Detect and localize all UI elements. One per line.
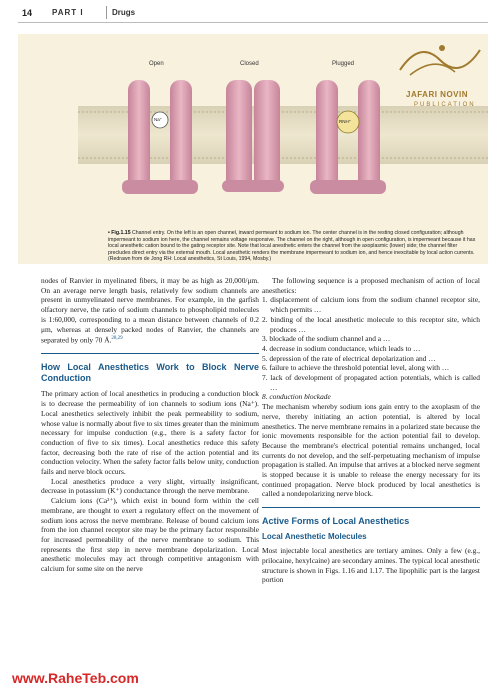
section-rule [262,507,480,508]
paragraph: Calcium ions (Ca²⁺), which exist in bound form within the cell membrane, are thought to exert a regulatory effect on the movement of sodium ions across the nerve membrane. Release of bound calcium ions from the ion channel receptor site may be the primary factor responsible for increased permeability of the nerve membrane to sodium. This represents the first step in nerve membrane depolarization. Local anesthetic molecules may act through competitive antagonism with calcium for some site on the nerve [41,496,259,574]
publisher-logo [380,30,500,120]
logo-tag: PUBLICATION [414,102,476,108]
label-rnh-ion: RNH⁺ [339,119,352,124]
list-item: 4. decrease in sodium conductance, which leads to … [262,343,421,353]
list-item: 1. displacement of calcium ions from the sodium channel receptor site, which permits … [262,295,480,315]
caption-text: Channel entry. On the left is an open channel, inward permeant to sodium ion. The center channel is in the resting closed configuration; although impermeant to sodium ion here, the channel remains voltage responsive. The channel on the right, although in open configuration, is impermeant because it has local anesthetic cation bound to the gating receptor site. Note that local anesthetic enters the channel from the axoplasmic (lower) side; the channel filter precludes direct entry via the external mouth. Local anesthetic renders the membrane impermeant to sodium ion, and hence inexcitable by local action currents. (Redrawn from de Jong RH: Local anesthetics, St Louis, 1994, Mosby.) [108,230,476,263]
ornament-icon [380,30,500,90]
logo-name: JAFARI NOVIN [406,90,469,99]
section-heading: Active Forms of Local Anesthetics [262,516,410,527]
paragraph: nodes of Ranvier in myelinated fibers, it may be as high as 20,000/μm. On an average nerve length basis, relatively few sodium channels are present in unmyelinated nerve membranes. For example, in the garfish olfactory nerve, the ratio of sodium channels to phospholipid molecules is 1:60,000, corresponding to a mean distance between channels of 0.2 μm, whereas at densely packed nodes of Ranvier, the channels are separated by only 70 Å.$^{28,29}$ [41,276,259,345]
paragraph: The mechanism whereby sodium ions gain entry to the axoplasm of the nerve, thereby initiating an action potential, is altered by local anesthetics. The nerve membrane remains in a polarized state because the ionic movements responsible for the action potential fail to develop. Because the membrane's electrical potential remains unchanged, local currents do not develop, and the self-perpetuating mechanism of impulse propagation is stalled. An impulse that arrives at a blocked nerve segment is stopped because it is unable to release the energy necessary for its continued propagation. Nerve block produced by local anesthetics is called a nondepolarizing nerve block. [262,402,480,499]
label-plugged: Plugged [332,61,355,67]
figure-caption [108,230,478,263]
header-rule [18,22,488,23]
section-heading: How Local Anesthetics Work to Block Nerve Conduction [41,362,259,384]
label-closed: Closed [240,61,259,67]
section-label: Drugs [112,8,136,17]
caption-id: • Fig.1.15 [108,230,131,236]
paragraph: The following sequence is a proposed mechanism of action of local anesthetics: [262,276,480,295]
part-label: PART I [52,8,84,17]
site-watermark: www.RaheTeb.com [12,670,139,686]
page-number: 14 [22,8,33,18]
label-sodium-ion: Na⁺ [154,117,163,122]
subsection-heading: Local Anesthetic Molecules [262,532,367,542]
list-item: 2. binding of the local anesthetic molecule to this receptor site, which produces … [262,314,480,334]
label-open: Open [149,61,164,67]
paragraph: The primary action of local anesthetics in producing a conduction block is to decrease the permeability of ion channels to sodium ions (Na⁺). Local anesthetics selectively inhibit the peak permeability to sodium, whose value is normally about five to six times greater than the minimum necessary for impulse conduction (e.g., there is a safety factor for conduction of five to six times). Local anesthetics reduce this safety factor, decreasing both the rate of rise of the action potential and its conduction velocity. When the safety factor falls below unity, conduction fails and nerve block occurs. [41,389,259,477]
header-divider [106,6,107,19]
left-column [41,276,259,574]
mechanism-list [262,295,480,402]
page-header [0,0,500,28]
paragraph: Local anesthetics produce a very slight, virtually insignificant, decrease in potassium (K⁺) conductance through the nerve membrane. [41,476,259,496]
paragraph: Most injectable local anesthetics are tertiary amines. Only a few (e.g., prilocaine, hexylcaine) are secondary amines. The typical local anesthetic structure is shown in Figs. 1.16 and 1.17. The lipophilic part is the largest portion [262,546,480,585]
list-item: 5. depression of the rate of electrical depolarization and … [262,353,436,363]
list-item: 7. lack of development of propagated action potentials, which is called … [262,373,480,392]
list-item: 8. conduction blockade [262,392,331,402]
list-item: 3. blockade of the sodium channel and a … [262,334,391,344]
section-rule [41,353,259,354]
right-column [262,276,480,585]
list-item: 6. failure to achieve the threshold potential level, along with … [262,363,450,373]
